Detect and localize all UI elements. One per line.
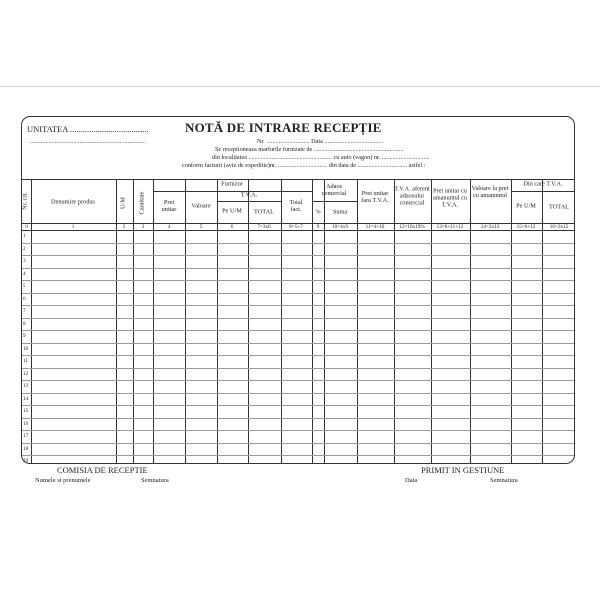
col-tva-pe-um: Pe U/M	[222, 207, 242, 215]
comisia-receptie-label: COMISIA DE RECEPTIE	[57, 465, 148, 475]
index-cell: 11=4+10	[365, 224, 385, 230]
index-cell: 9	[316, 224, 320, 230]
factura-field: conform facturii (aviz de expeditie)nr. ................................ din data de ................................ astfel :	[182, 162, 426, 169]
form-header	[22, 117, 574, 180]
numele-prenumele-label: Numele si prenumele	[35, 477, 91, 484]
row-number: 18	[23, 445, 29, 452]
col-cantitate: Cantitate	[138, 191, 146, 215]
col-tva-adaos: T.V.A. aferent adaosului comercial	[394, 185, 430, 207]
index-cell: 5	[199, 224, 203, 230]
col-furnizor: Furnizor	[221, 180, 243, 188]
col-um: U/M	[119, 197, 127, 209]
row-number: 3	[23, 258, 26, 265]
row-number: 6	[23, 295, 26, 302]
col-nr-crt: Nr. crt.	[21, 192, 29, 210]
unitatea-field: UNITATEA .....................................	[27, 124, 149, 134]
unitatea-dots-line: ...........................................................................	[30, 138, 147, 145]
col-pret-fara-tva: Pret unitar fara T.V.A.	[361, 190, 389, 204]
index-cell: 2	[122, 224, 126, 230]
form-title: NOTĂ DE INTRARE RECEPȚIE	[185, 120, 382, 135]
row-number: 13	[23, 383, 29, 390]
index-cell: 10=4x9	[332, 224, 348, 230]
row-number: 11	[23, 358, 28, 365]
col-pret-amanuntul: Pret unitar cu amanuntul cu T.V.A.	[432, 187, 468, 209]
row-number: 2	[23, 245, 26, 252]
col-valoare-amanuntul: Valoare la pret cu amanuntul	[471, 185, 509, 199]
col-din-care-tva: Din care T.V.A.	[523, 180, 563, 188]
furnizor-field: Se receptioneaza marfurile furnizate de ..........................................................	[215, 146, 404, 153]
row-number: 9	[23, 333, 26, 340]
row-number: 5	[23, 283, 26, 290]
receipt-form	[21, 116, 575, 464]
col-adaos-suma: Suma	[332, 208, 348, 216]
nr-data-field: Nr. ............................ Data ......................................	[257, 138, 384, 145]
data-label: Data	[405, 477, 418, 484]
index-cell: 4	[167, 224, 171, 230]
row-number: 19	[23, 458, 29, 465]
row-number: 10	[23, 345, 29, 352]
col-din-care-pe-um: Pe U/M	[516, 202, 536, 210]
col-pret-unitar: Pret unitar	[161, 199, 177, 213]
col-adaos-procent: %	[315, 208, 321, 216]
localitatea-field: din localitatea ...................................................... cu auto (vagon) nr. ...............................	[212, 154, 430, 161]
primit-gestiune-label: PRIMIT IN GESTIUNE	[421, 465, 505, 475]
col-denumire-produs: Denumire produs	[51, 198, 95, 206]
index-cell: 15=6+12	[516, 224, 536, 230]
row-number: 15	[23, 408, 29, 415]
row-number: 17	[23, 433, 29, 440]
index-cell: 7=3x6	[257, 224, 271, 230]
col-din-care-total: TOTAL	[548, 203, 570, 211]
index-cell: 0	[25, 224, 28, 230]
index-cell: 8=5+7	[289, 224, 303, 230]
index-cell: 13=6+11+12	[436, 224, 464, 230]
row-number: 7	[23, 308, 26, 315]
index-cell: 16=3x15	[549, 224, 569, 230]
semnatura-right-label: Semnatura	[490, 477, 518, 484]
row-number: 14	[23, 395, 29, 402]
row-number: 16	[23, 420, 29, 427]
row-number: 12	[23, 370, 29, 377]
col-valoare: Valoare	[191, 202, 211, 210]
index-cell: 3	[141, 224, 145, 230]
index-cell: 1	[71, 224, 75, 230]
row-number: 1	[23, 233, 26, 240]
index-cell: 6	[230, 224, 234, 230]
index-cell: 14=3x13	[480, 224, 500, 230]
index-cell: 12=10x19%	[399, 224, 425, 230]
page-top-divider	[0, 86, 600, 87]
row-number: 4	[23, 270, 26, 277]
col-tva: T.V.A.	[240, 191, 258, 199]
col-total-fact: Total fact.	[289, 199, 303, 213]
semnatura-left-label: Semnatura	[141, 477, 169, 484]
col-adaos-comercial: Adaos comercial	[321, 183, 347, 197]
items-table	[22, 179, 574, 463]
row-number: 8	[23, 320, 26, 327]
col-tva-total: TOTAL	[253, 208, 275, 216]
